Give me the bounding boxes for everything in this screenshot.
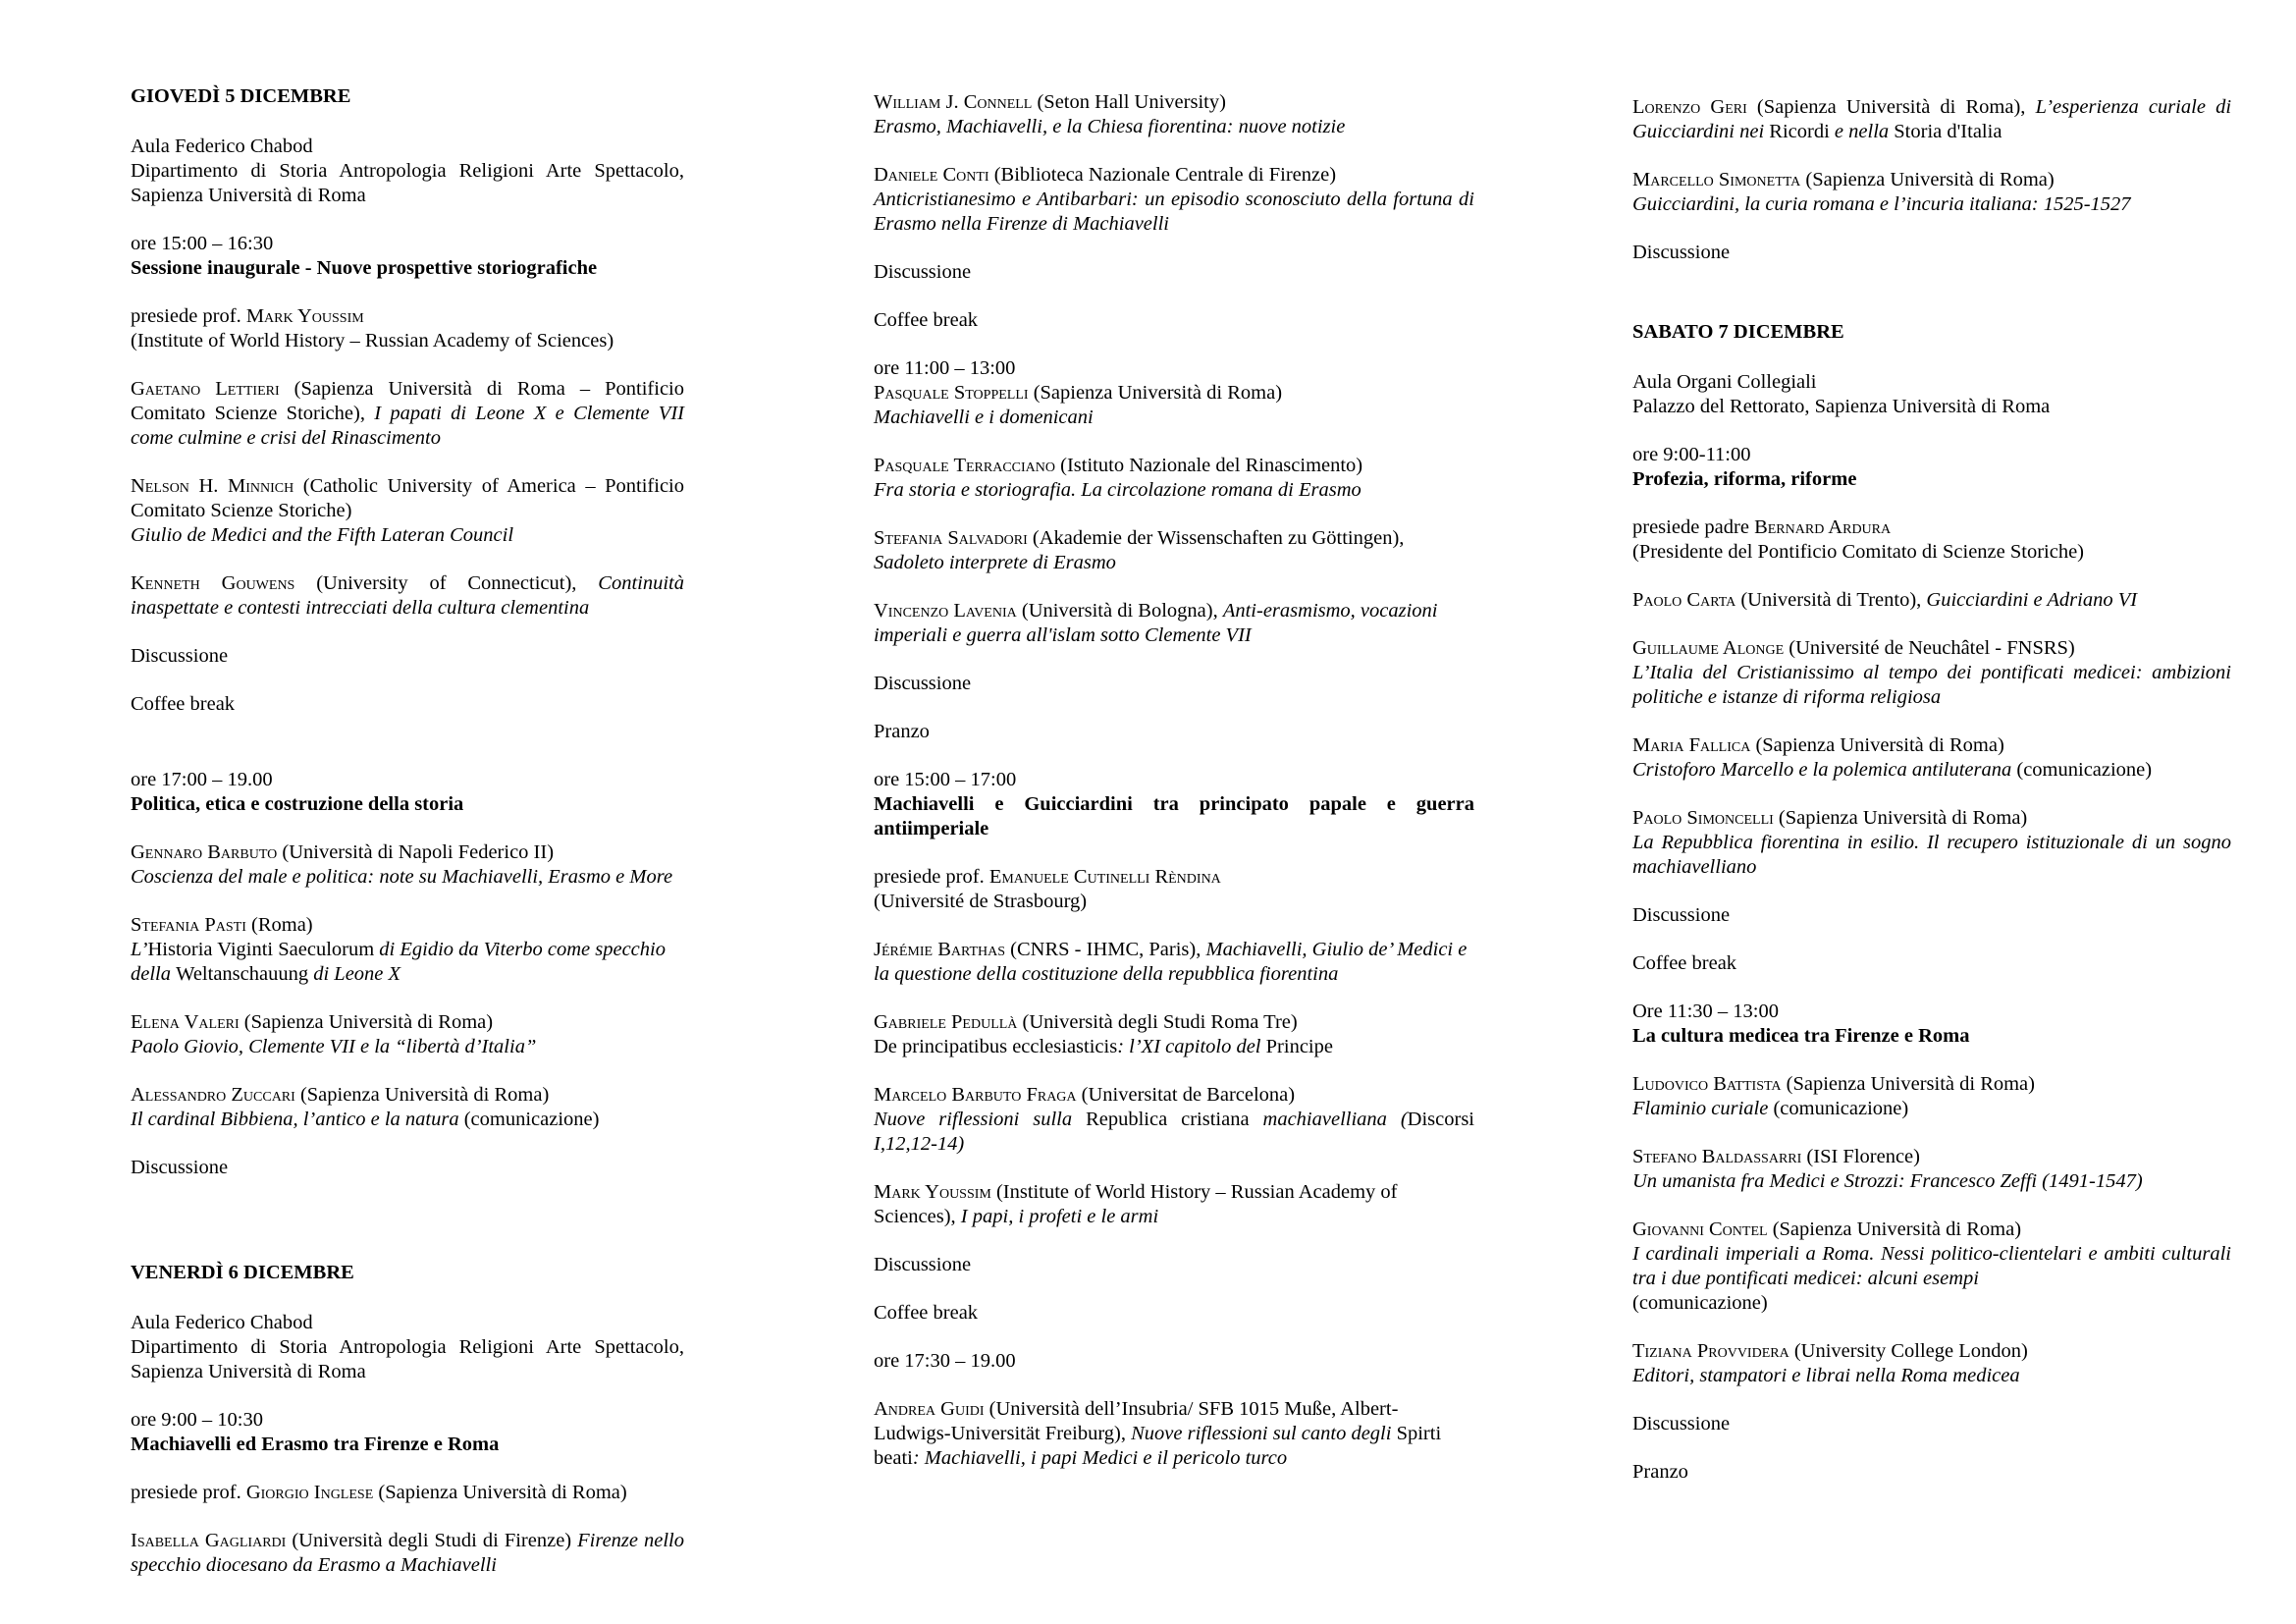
speaker-affiliation: (University of Connecticut), bbox=[294, 572, 599, 594]
speaker-affiliation: (Seton Hall University) bbox=[1032, 91, 1226, 113]
chair-name: Mark Youssim bbox=[245, 305, 364, 327]
talk-title: Il cardinal Bibbiena, l’antico e la natura bbox=[131, 1109, 459, 1130]
talk-title-part: : l’XI capitolo del bbox=[1117, 1036, 1266, 1057]
talk-note: (comunicazione) bbox=[458, 1109, 600, 1130]
discussion: Discussione bbox=[1632, 242, 1731, 263]
column-friday bbox=[874, 90, 1474, 1494]
talk bbox=[131, 474, 684, 548]
speaker-name: William J. Connell bbox=[874, 91, 1033, 113]
talk bbox=[131, 1010, 684, 1059]
talk-title-part: Nuove riflessioni sul canto degli bbox=[1131, 1423, 1397, 1444]
talk-title-part: : Machiavelli, i papi Medici e il pericolo turco bbox=[912, 1447, 1288, 1469]
talk-title-part: Nuove riflessioni sulla bbox=[874, 1109, 1087, 1130]
session-time: ore 15:00 – 17:00 bbox=[874, 769, 1017, 790]
speaker-affiliation: (CNRS - IHMC, Paris), bbox=[1005, 939, 1206, 960]
session-time: ore 17:30 – 19.00 bbox=[874, 1350, 1016, 1372]
talk-title: Editori, stampatori e librai nella Roma medicea bbox=[1632, 1365, 2020, 1386]
talk-note: (comunicazione) bbox=[2011, 759, 2153, 781]
venue-line: Aula Federico Chabod bbox=[131, 1312, 313, 1333]
speaker-name: Kenneth Gouwens bbox=[131, 572, 295, 594]
talk-title: Guicciardini, la curia romana e l’incuria italiana: 1525-1527 bbox=[1632, 193, 2131, 215]
speaker-name: Lorenzo Geri bbox=[1632, 96, 1747, 118]
talk bbox=[874, 1010, 1474, 1059]
coffee-break: Coffee break bbox=[1632, 952, 1737, 974]
session bbox=[131, 1408, 684, 1457]
session-chair bbox=[131, 1481, 684, 1505]
speaker-affiliation: (Sapienza Università di Roma) bbox=[1767, 1218, 2022, 1240]
session-time: ore 9:00 – 10:30 bbox=[131, 1409, 263, 1431]
talk bbox=[131, 377, 684, 451]
speaker-affiliation: (Institute of World History – Russian Academy of Sciences), bbox=[874, 1181, 1398, 1227]
speaker-name: Guillaume Alonge bbox=[1632, 637, 1785, 659]
speaker-name: Jérémie Barthas bbox=[874, 939, 1006, 960]
speaker-name: Stefania Pasti bbox=[131, 914, 246, 936]
speaker-affiliation: (Roma) bbox=[245, 914, 313, 936]
speaker-affiliation: (Università degli Studi Roma Tre) bbox=[1017, 1011, 1298, 1033]
talk-title: Giulio de Medici and the Fifth Lateran Council bbox=[131, 524, 514, 546]
talk-title-part: Storia d'Italia bbox=[1894, 121, 2002, 142]
session-title: Politica, etica e costruzione della storia bbox=[131, 793, 464, 815]
talk bbox=[1632, 1145, 2231, 1194]
talk bbox=[874, 90, 1474, 139]
speaker-name: Tiziana Provvidera bbox=[1632, 1340, 1789, 1362]
speaker-name: Pasquale Terracciano bbox=[874, 455, 1056, 476]
session-title: La cultura medicea tra Firenze e Roma bbox=[1632, 1025, 1970, 1047]
talk-title: Fra storia e storiografia. La circolazione romana di Erasmo bbox=[874, 479, 1362, 501]
talk-title-part: Discorsi bbox=[1407, 1109, 1474, 1130]
talk-title-part: De principatibus ecclesiasticis bbox=[874, 1036, 1118, 1057]
spacer bbox=[131, 1204, 684, 1257]
talk-title: Flaminio curiale bbox=[1632, 1098, 1769, 1119]
speaker-name: Stefania Salvadori bbox=[874, 527, 1028, 549]
talk-title: La Repubblica fiorentina in esilio. Il recupero istituzionale di un sogno machiavelliano bbox=[1632, 832, 2231, 878]
speaker-affiliation: (Università degli Studi di Firenze) bbox=[286, 1530, 578, 1551]
speaker-name: Stefano Baldassarri bbox=[1632, 1146, 1802, 1167]
session-chair bbox=[131, 304, 684, 353]
speaker-name: Marcello Simonetta bbox=[1632, 169, 1801, 190]
speaker-affiliation: (Università dell’Insubria/ SFB 1015 Muße, Albert-Ludwigs-Universität Freiburg), bbox=[874, 1398, 1399, 1444]
column-thursday bbox=[131, 81, 684, 1601]
discussion: Discussione bbox=[131, 1157, 229, 1178]
talk-title-part: Principe bbox=[1265, 1036, 1333, 1057]
session-title: Sessione inaugurale - Nuove prospettive storiografiche bbox=[131, 257, 598, 279]
speaker-name: Ludovico Battista bbox=[1632, 1073, 1782, 1095]
talk-note: (comunicazione) bbox=[1768, 1098, 1909, 1119]
talk bbox=[1632, 168, 2231, 217]
spacer bbox=[1632, 289, 2231, 316]
talk-title: Un umanista fra Medici e Strozzi: Francesco Zeffi (1491-1547) bbox=[1632, 1170, 2143, 1192]
speaker-name: Vincenzo Lavenia bbox=[874, 600, 1017, 622]
talk-title-part: Spirti beati bbox=[874, 1423, 1442, 1469]
speaker-affiliation: (ISI Florence) bbox=[1801, 1146, 1920, 1167]
talk bbox=[131, 913, 684, 987]
talk bbox=[874, 1180, 1474, 1229]
discussion: Discussione bbox=[1632, 904, 1731, 926]
speaker-name: Isabella Gagliardi bbox=[131, 1530, 287, 1551]
talk-title-part: Historia Viginti Saeculorum bbox=[147, 939, 375, 960]
session bbox=[874, 768, 1474, 841]
speaker-affiliation: (Universitat de Barcelona) bbox=[1076, 1084, 1296, 1106]
talk-title: Paolo Giovio, Clemente VII e la “libertà d’Italia” bbox=[131, 1036, 537, 1057]
talk bbox=[1632, 95, 2231, 144]
session-time: ore 11:00 – 13:00 bbox=[874, 357, 1016, 379]
talk-title: Anti-erasmismo, vocazioni imperiali e guerra all'islam sotto Clemente VII bbox=[874, 600, 1438, 646]
talk bbox=[131, 1083, 684, 1132]
speaker-affiliation: (Sapienza Università di Roma) bbox=[1800, 169, 2055, 190]
session bbox=[1632, 443, 2231, 492]
talk-title-part: L’ bbox=[131, 939, 148, 960]
session-title: Machiavelli e Guicciardini tra principato papale e guerra antiimperiale bbox=[874, 793, 1474, 839]
speaker-name: Gennaro Barbuto bbox=[131, 841, 278, 863]
speaker-affiliation: (Sapienza Università di Roma) bbox=[1750, 734, 2004, 756]
discussion: Discussione bbox=[874, 261, 972, 283]
spacer bbox=[131, 740, 684, 768]
talk-title: Cristoforo Marcello e la polemica antiluterana bbox=[1632, 759, 2012, 781]
coffee-break: Coffee break bbox=[874, 1302, 979, 1324]
chair-name: Giorgio Inglese bbox=[245, 1482, 374, 1503]
day-heading: GIOVEDÌ 5 DICEMBRE bbox=[131, 85, 351, 107]
speaker-affiliation: (Sapienza Università di Roma) bbox=[1781, 1073, 2035, 1095]
session bbox=[1632, 1000, 2231, 1049]
talk bbox=[874, 163, 1474, 237]
chair-name: Emanuele Cutinelli Rèndina bbox=[988, 866, 1221, 888]
chair-affiliation: (Sapienza Università di Roma) bbox=[373, 1482, 627, 1503]
talk bbox=[874, 1397, 1474, 1471]
speaker-name: Gaetano Lettieri bbox=[131, 378, 280, 400]
speaker-name: Paolo Carta bbox=[1632, 589, 1736, 611]
talk-note: (comunicazione) bbox=[1632, 1292, 1768, 1314]
talk bbox=[131, 1529, 684, 1578]
speaker-affiliation: (Catholic University of America – Pontificio Comitato Scienze Storiche) bbox=[131, 475, 684, 521]
discussion: Discussione bbox=[131, 645, 229, 667]
speaker-name: Pasquale Stoppelli bbox=[874, 382, 1029, 404]
chair-affiliation: (Institute of World History – Russian Academy of Sciences) bbox=[131, 330, 614, 352]
speaker-affiliation: (Sapienza Università di Roma), bbox=[1746, 96, 2036, 118]
chair-prefix: presiede prof. bbox=[131, 1482, 246, 1503]
talk bbox=[131, 571, 684, 621]
speaker-name: Mark Youssim bbox=[874, 1181, 991, 1203]
talk bbox=[874, 526, 1474, 575]
speaker-name: Elena Valeri bbox=[131, 1011, 240, 1033]
session bbox=[131, 768, 684, 817]
session-time: ore 9:00-11:00 bbox=[1632, 444, 1751, 465]
talk bbox=[1632, 733, 2231, 783]
talk bbox=[1632, 588, 2231, 613]
lunch: Pranzo bbox=[1632, 1461, 1688, 1483]
talk-title: L’Italia del Cristianissimo al tempo dei pontificati medicei: ambizioni politiche e istanze di riforma religiosa bbox=[1632, 662, 2231, 708]
talk bbox=[1632, 1339, 2231, 1388]
session-time: ore 15:00 – 16:30 bbox=[131, 233, 274, 254]
chair-name: Bernard Ardura bbox=[1754, 516, 1892, 538]
session-time: Ore 11:30 – 13:00 bbox=[1632, 1001, 1779, 1022]
session-title: Profezia, riforma, riforme bbox=[1632, 468, 1857, 490]
venue bbox=[131, 1311, 684, 1384]
talk bbox=[874, 599, 1474, 648]
speaker-name: Nelson H. Minnich bbox=[131, 475, 294, 497]
talk-title-part: Weltanschauung bbox=[176, 963, 309, 985]
chair-prefix: presiede prof. bbox=[874, 866, 989, 888]
talk-title-part: Ricordi bbox=[1769, 121, 1830, 142]
talk-title: Anticristianesimo e Antibarbari: un episodio sconosciuto della fortuna di Erasmo nella Firenze di Machiavelli bbox=[874, 189, 1474, 235]
speaker-name: Marcelo Barbuto Fraga bbox=[874, 1084, 1077, 1106]
talk-title: Firenze nello specchio diocesano da Erasmo a Machiavelli bbox=[131, 1530, 685, 1576]
talk-title: Coscienza del male e politica: note su Machiavelli, Erasmo e More bbox=[131, 866, 673, 888]
speaker-name: Giovanni Contel bbox=[1632, 1218, 1768, 1240]
chair-affiliation: (Presidente del Pontificio Comitato di Scienze Storiche) bbox=[1632, 541, 2085, 563]
talk-title-part: I,12,12-14) bbox=[874, 1133, 965, 1155]
talk-title: Guicciardini e Adriano VI bbox=[1926, 589, 2138, 611]
speaker-name: Alessandro Zuccari bbox=[131, 1084, 295, 1106]
chair-affiliation: (Université de Strasbourg) bbox=[874, 891, 1088, 912]
talk-title: Machiavelli, Giulio de’ Medici e la questione della costituzione della repubblica fiorentina bbox=[874, 939, 1468, 985]
column-saturday bbox=[1632, 95, 2231, 1508]
venue-line: Aula Organi Collegiali bbox=[1632, 371, 1817, 393]
speaker-affiliation: (Università di Bologna), bbox=[1016, 600, 1223, 622]
speaker-affiliation: (Biblioteca Nazionale Centrale di Firenze) bbox=[988, 164, 1337, 186]
speaker-affiliation: (Sapienza Università di Roma) bbox=[294, 1084, 550, 1106]
discussion: Discussione bbox=[874, 1254, 972, 1275]
talk-title-part: machiavelliana ( bbox=[1249, 1109, 1408, 1130]
venue bbox=[1632, 370, 2231, 419]
talk bbox=[131, 840, 684, 890]
coffee-break: Coffee break bbox=[131, 693, 236, 715]
speaker-name: Andrea Guidi bbox=[874, 1398, 985, 1420]
talk bbox=[1632, 636, 2231, 710]
venue-line: Dipartimento di Storia Antropologia Religioni Arte Spettacolo, Sapienza Università di Roma bbox=[131, 160, 684, 206]
venue-line: Aula Federico Chabod bbox=[131, 135, 313, 157]
venue-line: Dipartimento di Storia Antropologia Religioni Arte Spettacolo, Sapienza Università di Roma bbox=[131, 1336, 684, 1382]
session-time: ore 17:00 – 19.00 bbox=[131, 769, 273, 790]
speaker-name: Paolo Simoncelli bbox=[1632, 807, 1774, 829]
speaker-affiliation: (Sapienza Università di Roma) bbox=[1028, 382, 1283, 404]
discussion: Discussione bbox=[1632, 1413, 1731, 1435]
session bbox=[874, 356, 1474, 430]
session-chair bbox=[874, 865, 1474, 914]
talk-title: I papati di Leone X e Clemente VII come culmine e crisi del Rinascimento bbox=[131, 403, 684, 449]
day-heading: SABATO 7 DICEMBRE bbox=[1632, 321, 1844, 343]
talk-title: I cardinali imperiali a Roma. Nessi politico-clientelari e ambiti culturali tra i due pontificati medicei: alcuni esempi bbox=[1632, 1243, 2231, 1289]
talk bbox=[1632, 806, 2231, 880]
talk-title: Machiavelli e i domenicani bbox=[874, 406, 1094, 428]
speaker-affiliation: (Istituto Nazionale del Rinascimento) bbox=[1055, 455, 1363, 476]
talk bbox=[874, 938, 1474, 987]
speaker-name: Maria Fallica bbox=[1632, 734, 1751, 756]
talk bbox=[1632, 1072, 2231, 1121]
speaker-affiliation: (Sapienza Università di Roma) bbox=[1773, 807, 2028, 829]
coffee-break: Coffee break bbox=[874, 309, 979, 331]
talk-title: Sadoleto interprete di Erasmo bbox=[874, 552, 1116, 573]
session-chair bbox=[1632, 515, 2231, 565]
talk-title-part: di Leone X bbox=[308, 963, 401, 985]
discussion: Discussione bbox=[874, 673, 972, 694]
speaker-affiliation: (Università di Trento), bbox=[1735, 589, 1927, 611]
talk-title: Continuità inaspettate e contesti intrecciati della cultura clementina bbox=[131, 572, 684, 619]
speaker-affiliation: (Sapienza Università di Roma) bbox=[239, 1011, 494, 1033]
talk-title-part: L’esperienza curiale di Guicciardini nei bbox=[1632, 96, 2232, 142]
speaker-name: Gabriele Pedullà bbox=[874, 1011, 1018, 1033]
speaker-affiliation: (Akademie der Wissenschaften zu Göttingen), bbox=[1027, 527, 1405, 549]
speaker-affiliation: (Sapienza Università di Roma – Pontificio Comitato Scienze Storiche), bbox=[131, 378, 684, 424]
chair-prefix: presiede prof. bbox=[131, 305, 246, 327]
talk bbox=[874, 454, 1474, 503]
speaker-affiliation: (Université de Neuchâtel - FNSRS) bbox=[1784, 637, 2075, 659]
speaker-name: Daniele Conti bbox=[874, 164, 989, 186]
talk bbox=[1632, 1218, 2231, 1316]
chair-prefix: presiede padre bbox=[1632, 516, 1755, 538]
lunch: Pranzo bbox=[874, 721, 930, 742]
talk-title: Erasmo, Machiavelli, e la Chiesa fiorentina: nuove notizie bbox=[874, 116, 1346, 137]
venue bbox=[131, 135, 684, 208]
talk-title-part: Republica cristiana bbox=[1086, 1109, 1250, 1130]
session-title: Machiavelli ed Erasmo tra Firenze e Roma bbox=[131, 1434, 500, 1455]
talk bbox=[874, 1083, 1474, 1157]
session bbox=[131, 232, 684, 281]
talk-title: I papi, i profeti e le armi bbox=[960, 1206, 1159, 1227]
speaker-affiliation: (University College London) bbox=[1789, 1340, 2028, 1362]
venue-line: Palazzo del Rettorato, Sapienza Università di Roma bbox=[1632, 396, 2051, 417]
talk-title-part: di Egidio da Viterbo come specchio della bbox=[131, 939, 666, 985]
day-heading: VENERDÌ 6 DICEMBRE bbox=[131, 1262, 354, 1283]
talk-title-part: e nella bbox=[1829, 121, 1895, 142]
speaker-affiliation: (Università di Napoli Federico II) bbox=[277, 841, 555, 863]
